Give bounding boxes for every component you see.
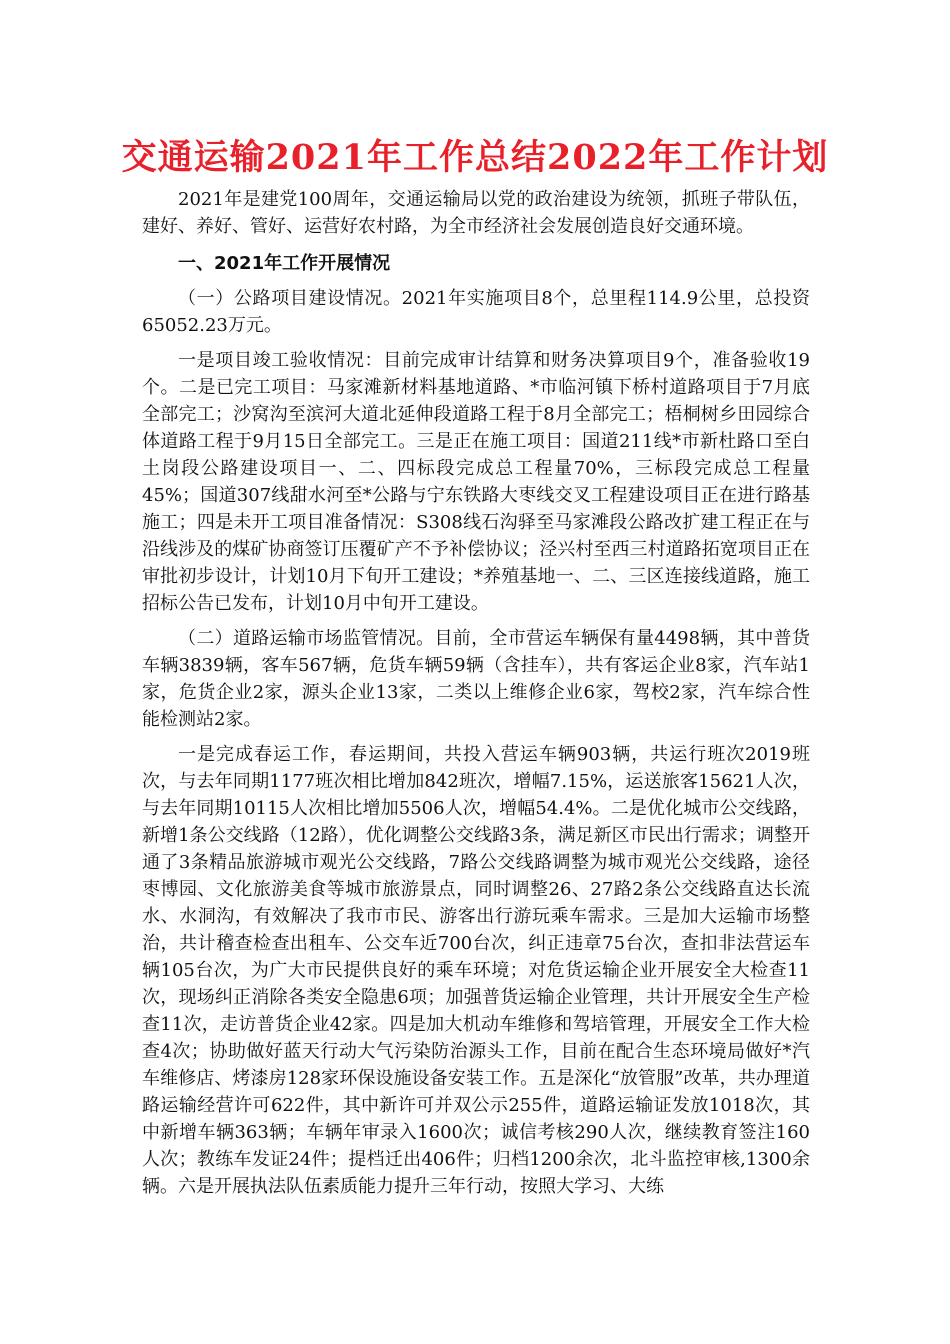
section-heading: 一、2021年工作开展情况 [178,253,391,274]
highway-overview-paragraph: （一）公路项目建设情况。2021年实施项目8个，总里程114.9公里，总投资65052.23万元。 [142,288,810,336]
market-overview-paragraph: （二）道路运输市场监管情况。目前，全市营运车辆保有量4498辆，其中普货车辆3839辆，客车567辆，危货车辆59辆（含挂车），共有客运企业8家，汽车站1家，危货企业2家，源头企业13家，二类以上维修企业6家，驾校2家，汽车综合性能检测站2家。 [142,628,810,730]
intro-paragraph: 2021年是建党100周年，交通运输局以党的政治建设为统领，抓班子带队伍，建好、养好、管好、运营好农村路，为全市经济社会发展创造良好交通环境。 [142,189,810,237]
highway-detail-paragraph: 一是项目竣工验收情况：目前完成审计结算和财务决算项目9个，准备验收19个。二是已完工项目：马家滩新材料基地道路、*市临河镇下桥村道路项目于7月底全部完工；沙窝沟至滨河大道北延伸段道路工程于8月全部完工；梧桐树乡田园综合体道路工程于9月15日全部完工。三是正在施工项目：国道211线*市新杜路口至白土岗段公路建设项目一、二、四标段完成总工程量70%，三标段完成总工程量45%；国道307线甜水河至*公路与宁东铁路大枣线交叉工程建设项目正在进行路基施工；四是未开工项目准备情况：S308线石沟驿至马家滩段公路改扩建工程正在与沿线涉及的煤矿协商签订压覆矿产不予补偿协议；泾兴村至西三村道路拓宽项目正在审批初步设计，计划10月下旬开工建设；*养殖基地一、二、三区连接线道路，施工招标公告已发布，计划10月中旬开工建设。 [142,350,810,614]
market-detail-paragraph: 一是完成春运工作，春运期间，共投入营运车辆903辆，共运行班次2019班次，与去年同期1177班次相比增加842班次，增幅7.15%，运送旅客15621人次，与去年同期10115人次相比增加5506人次，增幅54.4%。二是优化城市公交线路，新增1条公交线路（12路），优化调整公交线路3条，满足新区市民出行需求；调整开通了3条精品旅游城市观光公交线路，7路公交线路调整为城市观光公交线路，途径枣博园、文化旅游美食等城市旅游景点，同时调整26、27路2条公交线路直达长流水、水洞沟，有效解决了我市市民、游客出行游玩乘车需求。三是加大运输市场整治，共计稽查检查出租车、公交车近700台次，纠正违章75台次，查扣非法营运车辆105台次，为广大市民提供良好的乘车环境；对危货运输企业开展安全大检查11次，现场纠正消除各类安全隐患6项；加强普货运输企业管理，共计开展安全生产检查11次，走访普货企业42家。四是加大机动车维修和驾培管理，开展安全工作大检查4次；协助做好蓝天行动大气污染防治源头工作，目前在配合生态环境局做好*汽车维修店、烤漆房128家环保设施设备安装工作。五是深化“放管服”改革，共办理道路运输经营许可622件，其中新许可并双公示255件，道路运输证发放1018次，其中新增车辆363辆；车辆年审录入1600次；诚信考核290人次，继续教育签注160人次；教练车发证24件；提档迁出406件；归档1200余次，北斗监控审核,1300余辆。六是开展执法队伍素质能力提升三年行动，按照大学习、大练 [142,744,810,1197]
document-title: 交通运输2021年工作总结2022年工作计划 [121,137,829,178]
document-body [142,186,810,1208]
